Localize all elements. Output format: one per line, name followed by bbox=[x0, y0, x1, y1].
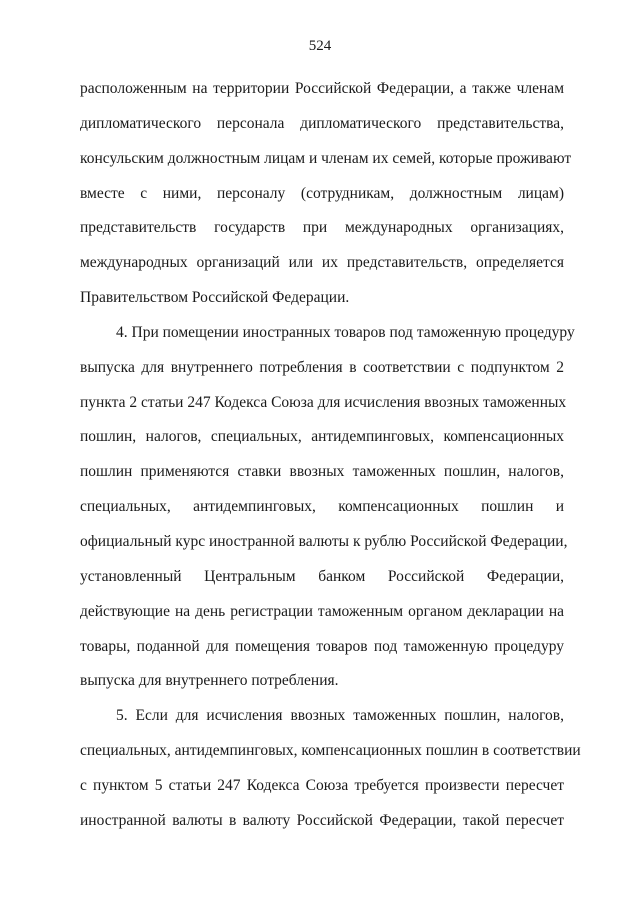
text-line: расположенным на территории Российской Федерации, а также членам bbox=[80, 80, 564, 97]
text-line: консульским должностным лицам и членам их семей, которые проживают bbox=[80, 149, 572, 167]
text-line: специальных, антидемпинговых, компенсационных пошлин и bbox=[80, 498, 564, 516]
text-line: действующие на день регистрации таможенным органом декларации на bbox=[80, 602, 564, 620]
text-line: международных организаций или их представительств, определяется bbox=[80, 254, 564, 272]
text-line: пункта 2 статьи 247 Кодекса Союза для исчисления ввозных таможенных bbox=[80, 393, 567, 411]
text-line: товары, поданной для помещения товаров под таможенную процедуру bbox=[80, 637, 564, 655]
paragraph-item-5 bbox=[80, 699, 581, 838]
text-line: установленный Центральным банком Российской Федерации, bbox=[80, 567, 564, 585]
text-line: 5. Если для исчисления ввозных таможенных пошлин, налогов, bbox=[116, 707, 564, 725]
paragraph-continuation bbox=[80, 72, 572, 316]
text-line: официальный курс иностранной валюты к рублю Российской Федерации, bbox=[80, 532, 568, 550]
text-line: Правительством Российской Федерации. bbox=[80, 289, 350, 307]
text-line: выпуска для внутреннего потребления. bbox=[80, 672, 339, 690]
text-line: с пунктом 5 статьи 247 Кодекса Союза требуется произвести пересчет bbox=[80, 776, 564, 794]
paragraph-item-4 bbox=[80, 316, 575, 699]
document-body bbox=[80, 72, 581, 839]
text-line: иностранной валюты в валюту Российской Федерации, такой пересчет bbox=[80, 811, 564, 829]
text-line: пошлин, налогов, специальных, антидемпинговых, компенсационных bbox=[80, 428, 564, 446]
page-number: 524 bbox=[308, 38, 332, 54]
text-line: вместе с ними, персоналу (сотрудникам, должностным лицам) bbox=[80, 184, 564, 202]
text-line: дипломатического персонала дипломатического представительства, bbox=[80, 114, 564, 132]
text-line: специальных, антидемпинговых, компенсационных пошлин в соответствии bbox=[80, 742, 581, 760]
text-line: пошлин применяются ставки ввозных таможенных пошлин, налогов, bbox=[80, 463, 564, 481]
text-line: 4. При помещении иностранных товаров под таможенную процедуру bbox=[116, 323, 575, 341]
text-line: выпуска для внутреннего потребления в соответствии с подпунктом 2 bbox=[80, 358, 564, 376]
text-line: представительств государств при международных организациях, bbox=[80, 219, 564, 237]
